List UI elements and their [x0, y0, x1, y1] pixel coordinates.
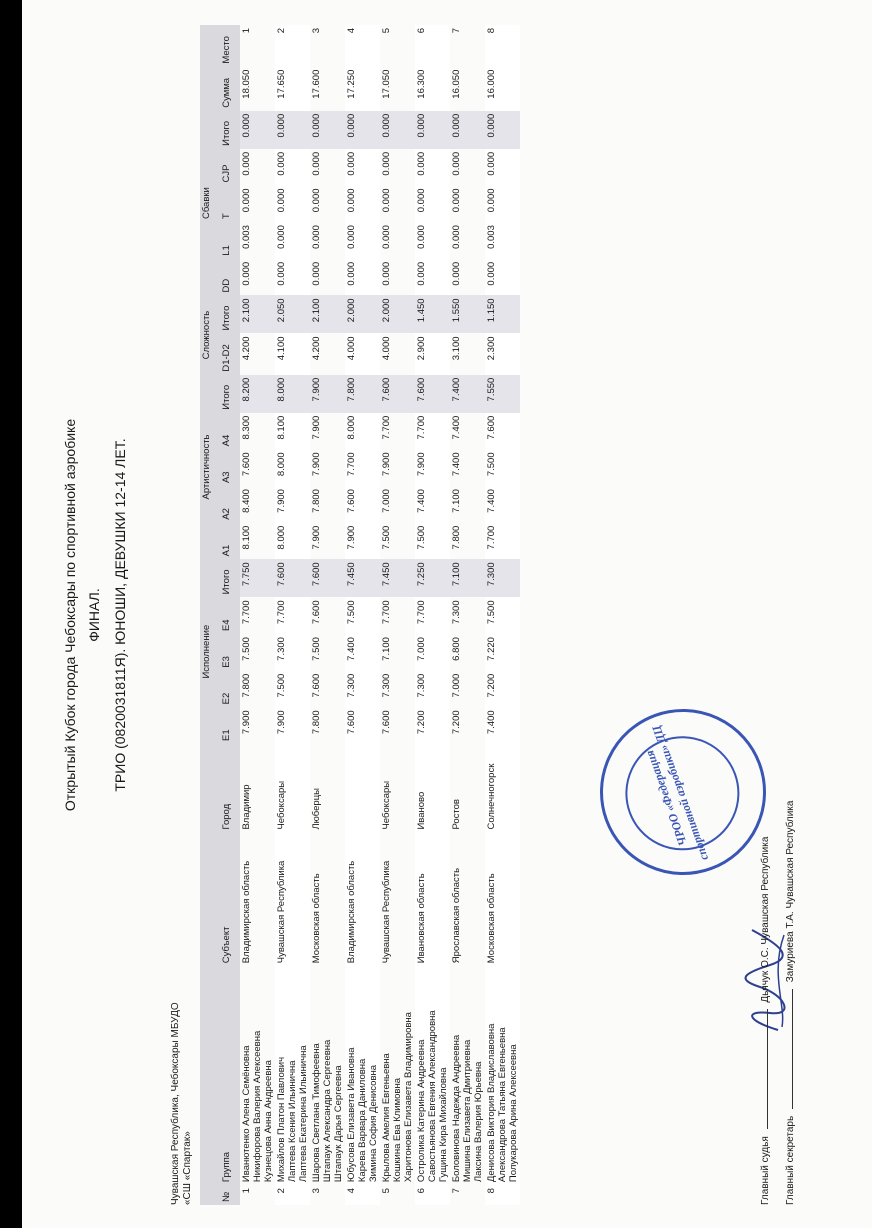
member-name: Лаксина Валерия Юрьевна	[473, 1061, 484, 1183]
table-row	[415, 25, 450, 1205]
score-e3: 7.500	[241, 637, 252, 661]
organization-stamp	[577, 686, 790, 899]
row-sum: 16.050	[451, 69, 462, 99]
deduction-cjp: 0.000	[415, 149, 450, 186]
col-t: T	[221, 213, 232, 220]
row-number: 1	[241, 1188, 252, 1194]
deduction-l1: 0.003	[241, 225, 252, 249]
deduction-dd: 0.000	[275, 259, 310, 296]
row-place: 2	[275, 25, 310, 67]
deduction-dd: 0.000	[381, 261, 392, 286]
row-city: Ростов	[451, 799, 462, 830]
score-a4: 7.400	[451, 415, 462, 440]
row-sum: 17.250	[345, 67, 380, 111]
member-name: Мишина Елизавета Дмитриевна	[462, 1039, 473, 1183]
score-a1: 8.000	[275, 523, 310, 560]
score-e4: 7.500	[485, 597, 520, 634]
member-name: Никифорова Валерия Алексеевна	[252, 1030, 263, 1183]
row-number: 3	[311, 1188, 322, 1194]
competition-title: Открытый Кубок города Чебоксары по спортивной аэробике	[62, 418, 78, 812]
col-subject: Субъект	[221, 926, 232, 964]
table-row	[485, 25, 520, 1205]
results-table	[200, 25, 520, 1205]
row-city: Чебоксары	[275, 744, 310, 833]
table-row	[310, 25, 345, 1205]
deduction-l1: 0.000	[345, 222, 380, 259]
member-name: Харитонова Елизавета Владимировна	[403, 1012, 414, 1183]
score-diff-total: 2.100	[310, 295, 345, 333]
score-d12: 2.900	[415, 333, 450, 374]
score-a2: 7.100	[451, 489, 462, 513]
judge-label: Главный судья	[760, 1136, 771, 1205]
deduction-t: 0.000	[311, 188, 322, 213]
row-city: Чебоксары	[381, 780, 392, 830]
row-members	[485, 966, 520, 1185]
score-art-total: 8.000	[275, 375, 310, 413]
deduction-t: 0.000	[241, 188, 252, 213]
row-sum: 17.650	[275, 67, 310, 111]
organizer-text: Чувашская Республика, Чебоксары МБУДО «СШ «Спартак»	[170, 1002, 193, 1205]
score-e4: 7.700	[381, 600, 392, 625]
deduction-cjp: 0.000	[275, 149, 310, 186]
row-place: 4	[345, 25, 380, 67]
score-e3: 7.500	[311, 637, 322, 661]
row-subject: Московская область	[485, 833, 520, 967]
rotated-sheet	[40, 25, 860, 1205]
table-row	[275, 25, 310, 1205]
score-a3: 7.500	[485, 449, 520, 486]
table-row	[450, 25, 485, 1205]
score-diff-total: 1.550	[450, 295, 485, 333]
score-art-total: 7.900	[310, 375, 345, 413]
col-l1: L1	[221, 245, 232, 256]
row-members	[380, 966, 415, 1185]
score-d12: 4.100	[275, 333, 310, 374]
deduction-t: 0.000	[415, 185, 450, 222]
deductions-header: Сбавки	[201, 187, 212, 220]
row-members	[415, 966, 450, 1185]
secretary-underline	[792, 989, 793, 1109]
score-a3: 7.900	[415, 449, 450, 486]
score-e1: 7.600	[381, 710, 392, 735]
score-diff-total: 2.000	[345, 295, 380, 333]
score-d12: 3.100	[451, 336, 462, 361]
group-header-row	[200, 25, 220, 1205]
member-name: Гущина Кира Михайловна	[438, 1067, 449, 1183]
score-diff-total: 2.050	[275, 295, 310, 333]
stamp-text: ЧРОО «Федерация спортивной аэробики» ДЦ	[642, 723, 712, 863]
row-members	[240, 966, 275, 1185]
deduction-t: 0.000	[275, 185, 310, 222]
score-e3: 7.220	[485, 634, 520, 671]
score-art-total: 7.800	[345, 375, 380, 413]
score-e3: 6.800	[451, 637, 462, 661]
col-ded-total: Итого	[221, 120, 232, 146]
col-a2: A2	[221, 508, 232, 520]
col-city: Город	[221, 803, 232, 830]
score-e2: 7.300	[381, 673, 392, 698]
row-place: 5	[381, 28, 392, 34]
deduction-cjp: 0.000	[451, 151, 462, 176]
col-e2: E2	[221, 692, 232, 705]
score-exec-total: 7.250	[415, 559, 450, 597]
row-number: 2	[275, 1185, 310, 1205]
score-a4: 7.900	[311, 415, 322, 440]
row-sum: 18.050	[241, 69, 252, 99]
deduction-total: 0.000	[415, 111, 450, 149]
row-subject: Ивановская область	[415, 833, 450, 967]
row-city: Иваново	[415, 744, 450, 833]
score-e4: 7.300	[451, 600, 462, 625]
deduction-total: 0.000	[345, 111, 380, 149]
member-name: Крылова Амелия Евгеньевна	[381, 1053, 392, 1183]
results-body	[240, 25, 520, 1205]
score-e4: 7.700	[415, 597, 450, 634]
row-members	[345, 966, 380, 1185]
score-e1: 7.900	[241, 710, 252, 735]
score-art-total: 7.550	[485, 375, 520, 413]
col-cjp: CJP	[221, 164, 232, 183]
score-e4: 7.700	[241, 600, 252, 625]
secretary-name: Замуриева Т.А. Чувашская Республика	[785, 800, 796, 983]
table-row	[345, 25, 380, 1205]
score-e4: 7.600	[311, 600, 322, 625]
score-a4: 8.100	[275, 413, 310, 450]
deduction-l1: 0.003	[485, 222, 520, 259]
deduction-total: 0.000	[450, 111, 485, 149]
score-a1: 7.700	[485, 523, 520, 560]
deduction-dd: 0.000	[485, 259, 520, 296]
score-e3: 7.100	[381, 637, 392, 661]
row-number: 4	[345, 1185, 380, 1205]
deduction-cjp: 0.000	[485, 149, 520, 186]
score-diff-total: 2.100	[240, 295, 275, 333]
score-a3: 7.600	[241, 452, 252, 477]
score-a1: 7.900	[311, 525, 322, 550]
score-a2: 7.000	[381, 489, 392, 513]
row-number: 5	[381, 1188, 392, 1194]
row-number: 8	[485, 1185, 520, 1205]
member-name: Боловинова Надежда Андреевна	[451, 1034, 462, 1183]
score-e2: 7.500	[275, 671, 310, 708]
score-art-total: 8.200	[240, 375, 275, 413]
row-place: 1	[241, 28, 252, 34]
deduction-total: 0.000	[485, 111, 520, 149]
score-a1: 7.900	[345, 523, 380, 560]
score-e2: 7.300	[345, 671, 380, 708]
score-e3: 7.300	[275, 634, 310, 671]
deduction-t: 0.000	[451, 188, 462, 213]
row-members	[450, 966, 485, 1185]
score-art-total: 7.400	[450, 375, 485, 413]
score-e1: 7.200	[415, 707, 450, 744]
col-a3: A3	[221, 471, 232, 484]
member-name: Михайлов Платон Павлович	[276, 1056, 287, 1183]
score-e4: 7.500	[345, 597, 380, 634]
judge-name: Дьячук О.С. Чувашская Республика	[760, 836, 771, 1003]
row-subject: Чувашская Республика	[275, 833, 310, 967]
score-exec-total: 7.300	[485, 559, 520, 597]
score-a3: 7.700	[345, 449, 380, 486]
score-e2: 7.300	[415, 671, 450, 708]
row-sum: 17.050	[381, 69, 392, 99]
score-diff-total: 1.450	[415, 295, 450, 333]
col-place: Место	[221, 36, 232, 64]
score-a2: 7.900	[275, 486, 310, 523]
col-sum: Сумма	[221, 77, 232, 108]
member-name: Александрова Татьяна Евгеньевна	[497, 1027, 508, 1183]
member-name: Кошкина Ева Климовна	[392, 1078, 403, 1183]
score-a2: 7.800	[311, 489, 322, 513]
row-place: 8	[485, 25, 520, 67]
row-city	[345, 744, 380, 833]
stage-title: ФИНАЛ.	[86, 588, 102, 642]
score-e3: 7.000	[415, 634, 450, 671]
row-place: 6	[415, 25, 450, 67]
judge-underline	[767, 1009, 768, 1129]
score-e2: 7.800	[241, 673, 252, 698]
deduction-cjp: 0.000	[345, 149, 380, 186]
col-e4: E4	[221, 619, 232, 632]
row-number: 7	[451, 1188, 462, 1194]
score-e2: 7.200	[485, 671, 520, 708]
col-e3: E3	[221, 656, 232, 668]
col-group: Группа	[221, 1151, 232, 1183]
score-e1: 7.800	[311, 710, 322, 735]
deduction-cjp: 0.000	[381, 151, 392, 176]
deduction-dd: 0.000	[451, 261, 462, 286]
deduction-total: 0.000	[310, 111, 345, 149]
score-a1: 7.500	[415, 523, 450, 560]
difficulty-header: Сложность	[201, 310, 212, 360]
execution-header: Исполнение	[201, 624, 212, 679]
score-exec-total: 7.450	[345, 559, 380, 597]
member-name: Лаптева Ксения Ильинична	[287, 1060, 298, 1183]
secretary-label: Главный секретарь	[785, 1115, 796, 1205]
deduction-l1: 0.000	[381, 225, 392, 249]
member-name: Штапаук Дарья Сергеевна	[333, 1065, 344, 1183]
score-d12: 4.000	[381, 336, 392, 361]
artistry-header: Артистичность	[201, 434, 212, 500]
category-title: ТРИО (0820031811Я). ЮНОШИ, ДЕВУШКИ 12-14 ЛЕТ.	[112, 438, 128, 792]
score-a3: 7.900	[381, 452, 392, 477]
score-a2: 7.400	[415, 486, 450, 523]
score-e1: 7.600	[345, 707, 380, 744]
col-a4: A4	[221, 434, 232, 447]
score-a2: 8.400	[241, 489, 252, 513]
row-city: Люберцы	[311, 788, 322, 830]
score-d12: 4.200	[241, 336, 252, 361]
score-exec-total: 7.750	[240, 559, 275, 597]
member-name: Остролика Катерина Андреевна	[416, 1039, 427, 1183]
member-name: Лаптева Екатерина Ильинична	[298, 1045, 309, 1183]
member-name: Шарова Светлана Тимофеевна	[311, 1043, 322, 1183]
score-a4: 7.700	[381, 415, 392, 440]
row-place: 7	[451, 28, 462, 34]
deduction-dd: 0.000	[241, 261, 252, 286]
row-sum: 16.000	[485, 67, 520, 111]
row-number: 6	[415, 1185, 450, 1205]
score-d12: 2.300	[485, 333, 520, 374]
deduction-dd: 0.000	[415, 259, 450, 296]
score-e1: 7.200	[451, 710, 462, 735]
row-sum: 16.300	[415, 67, 450, 111]
column-header-row	[220, 25, 240, 1205]
score-a3: 8.000	[275, 449, 310, 486]
member-name: Штапаук Александра Сергеевна	[322, 1039, 333, 1183]
deduction-total: 0.000	[380, 111, 415, 149]
row-subject: Владимирская область	[241, 860, 252, 964]
row-sum: 17.600	[311, 69, 322, 99]
member-name: Денисова Виктория Владиславовна	[486, 1023, 497, 1183]
secretary-signature-line	[785, 801, 796, 1205]
score-e4: 7.700	[275, 597, 310, 634]
deduction-dd: 0.000	[311, 261, 322, 286]
deduction-l1: 0.000	[311, 225, 322, 249]
member-name: Юбусова Елизавета Ивановна	[346, 1047, 357, 1183]
score-exec-total: 7.600	[275, 559, 310, 597]
judge-signature-line	[760, 837, 771, 1205]
deduction-dd: 0.000	[345, 259, 380, 296]
deduction-l1: 0.000	[451, 225, 462, 249]
score-e2: 7.600	[311, 673, 322, 698]
col-diff-total: Итого	[221, 305, 232, 331]
row-subject: Владимирская область	[345, 833, 380, 967]
table-row	[240, 25, 275, 1205]
row-subject: Московская область	[311, 873, 322, 964]
row-members	[310, 966, 345, 1185]
score-diff-total: 2.000	[380, 295, 415, 333]
score-exec-total: 7.100	[450, 559, 485, 597]
score-a4: 7.700	[415, 413, 450, 450]
score-d12: 4.200	[311, 336, 322, 361]
scan-binding-edge	[0, 0, 22, 1228]
col-e1: E1	[221, 729, 232, 742]
col-dd: DD	[221, 278, 232, 293]
score-exec-total: 7.600	[310, 559, 345, 597]
score-a2: 7.400	[485, 486, 520, 523]
member-name: Савостьянова Евгения Александровна	[427, 1010, 438, 1183]
row-subject: Ярославская область	[451, 867, 462, 964]
deduction-cjp: 0.000	[311, 151, 322, 176]
row-city: Солнечногорск	[485, 744, 520, 833]
deduction-l1: 0.000	[415, 222, 450, 259]
score-diff-total: 1.150	[485, 295, 520, 333]
deduction-total: 0.000	[275, 111, 310, 149]
score-d12: 4.000	[345, 333, 380, 374]
member-name: Карева Варвара Даниловна	[357, 1058, 368, 1183]
col-art-total: Итого	[221, 384, 232, 410]
score-exec-total: 7.450	[380, 559, 415, 597]
score-e1: 7.900	[275, 707, 310, 744]
score-a1: 7.500	[381, 525, 392, 550]
member-name: Полукарова Арина Алексеевна	[508, 1044, 519, 1183]
score-a4: 8.300	[241, 415, 252, 440]
deduction-cjp: 0.000	[241, 151, 252, 176]
score-a1: 8.100	[241, 525, 252, 550]
score-a3: 7.400	[451, 452, 462, 477]
col-exec-total: Итого	[221, 569, 232, 595]
col-a1: A1	[221, 544, 232, 557]
score-art-total: 7.600	[415, 375, 450, 413]
row-city: Владимир	[241, 784, 252, 830]
row-place: 3	[311, 28, 322, 34]
document-page	[22, 0, 872, 1228]
deduction-l1: 0.000	[275, 222, 310, 259]
score-art-total: 7.600	[380, 375, 415, 413]
score-a4: 8.000	[345, 413, 380, 450]
score-e3: 7.400	[345, 634, 380, 671]
member-name: Иванютенко Алена Семёновна	[241, 1045, 252, 1183]
score-e2: 7.000	[451, 673, 462, 698]
deduction-t: 0.000	[345, 185, 380, 222]
score-a4: 7.600	[485, 413, 520, 450]
table-row	[380, 25, 415, 1205]
score-e1: 7.400	[485, 707, 520, 744]
score-a2: 7.600	[345, 486, 380, 523]
score-a1: 7.800	[451, 525, 462, 550]
row-subject: Чувашская Республика	[381, 860, 392, 964]
member-name: Зимина София Денисовна	[368, 1064, 379, 1183]
member-name: Кузнецова Анна Андреевна	[263, 1060, 274, 1183]
score-a3: 7.900	[311, 452, 322, 477]
deduction-t: 0.000	[485, 185, 520, 222]
col-no: №	[221, 1191, 232, 1202]
col-d12: D1-D2	[221, 344, 232, 372]
deduction-t: 0.000	[381, 188, 392, 213]
deduction-total: 0.000	[240, 111, 275, 149]
row-members	[275, 966, 310, 1185]
